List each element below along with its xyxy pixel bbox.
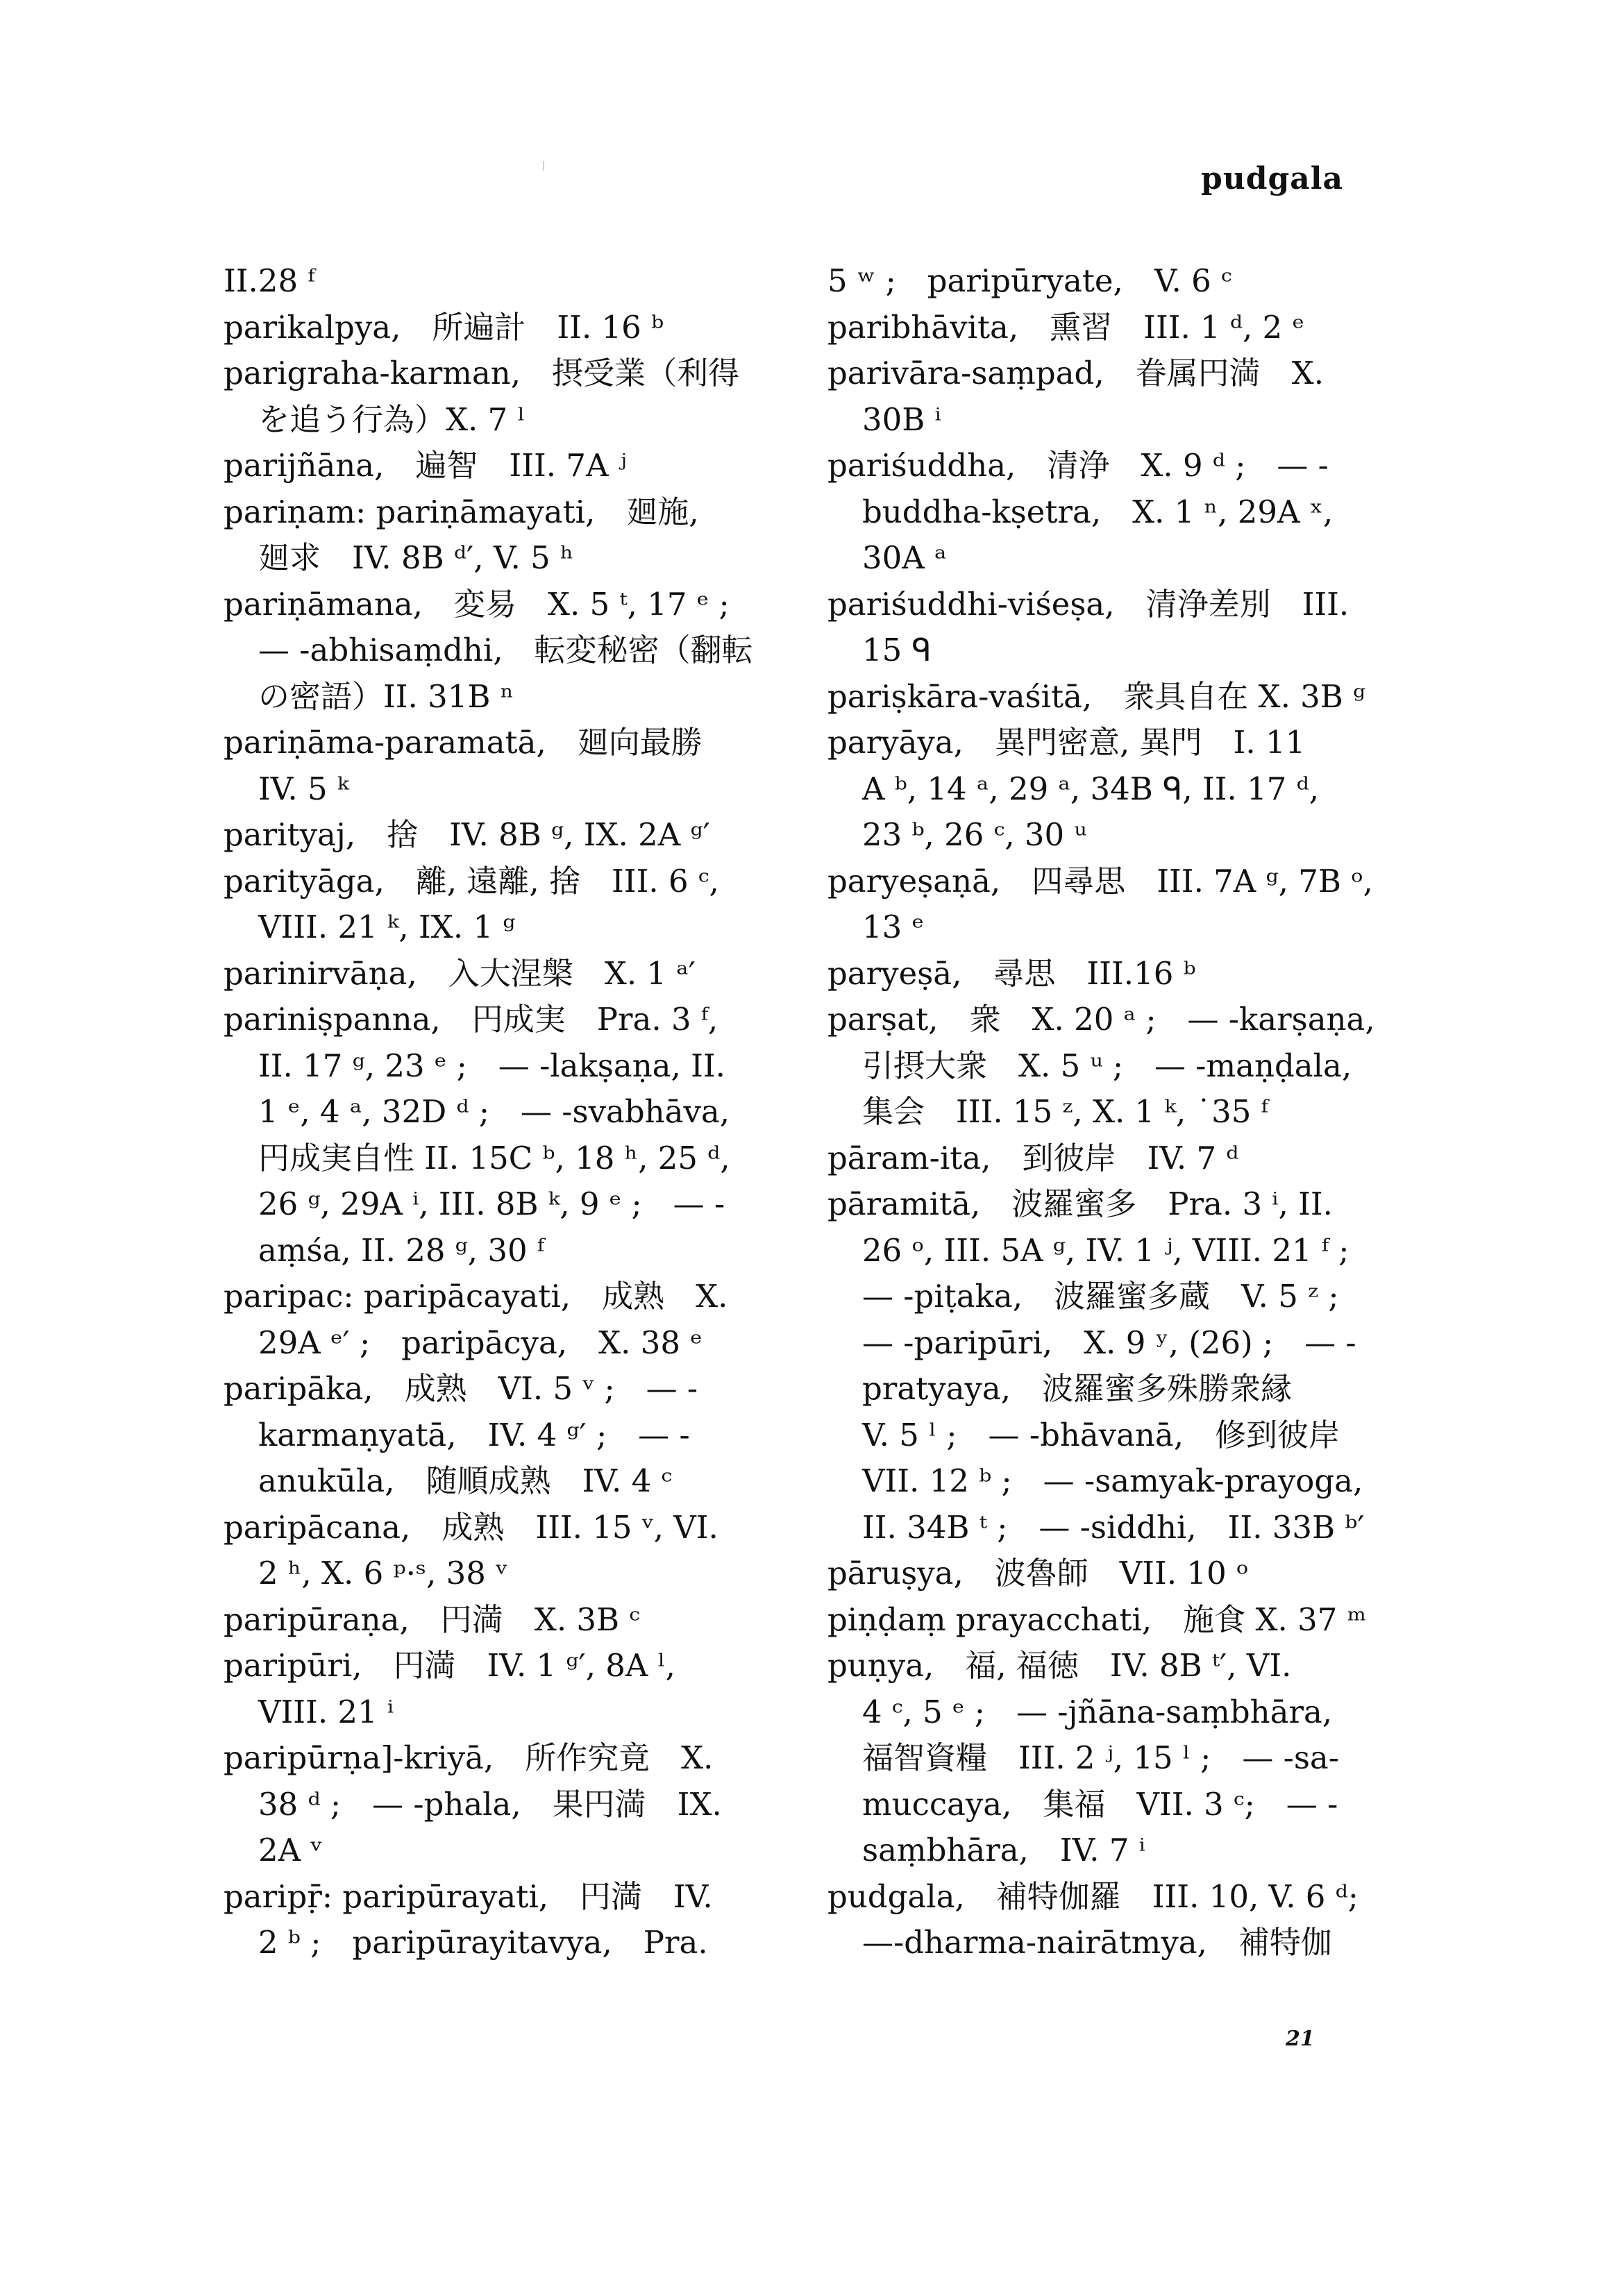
index-entry — [224, 443, 772, 489]
entry-line: を追う行為）X. 7 ˡ — [258, 400, 525, 438]
entry-line: parivāra-saṃpad, 眷属円満 X. — [827, 355, 1325, 391]
entry-line: anukūla, 随順成熟 IV. 4 ᶜ — [258, 1462, 673, 1499]
entry-line: paripūri, 円満 IV. 1 ᵍ′, 8A ˡ, — [224, 1647, 675, 1684]
index-entry — [224, 1366, 772, 1505]
entry-line: 13 ᵉ — [862, 909, 924, 945]
entry-line: pudgala, 補特伽羅 III. 10, V. 6 ᵈ; — [827, 1877, 1359, 1915]
entry-line: 15 ᑫ — [862, 632, 932, 668]
index-entry — [224, 1874, 772, 1966]
index-entry — [224, 305, 772, 351]
index-entry — [224, 859, 772, 951]
entry-line: — -paripūri, X. 9 ʸ, (26) ; — - — [862, 1324, 1356, 1361]
index-entry — [224, 951, 772, 997]
entry-line: VIII. 21 ⁱ — [258, 1693, 394, 1730]
index-entry — [827, 720, 1376, 859]
index-column-right — [827, 258, 1376, 1966]
index-entry — [224, 1597, 772, 1644]
entry-line: 2 ᵇ ; paripūrayitavya, Pra. — [258, 1924, 708, 1961]
index-entry — [827, 1181, 1376, 1551]
index-entry — [224, 258, 772, 305]
entry-line: 引摂大衆 X. 5 ᵘ ; — -maṇḍala, — [862, 1047, 1352, 1084]
entry-line: — -piṭaka, 波羅蜜多蔵 V. 5 ᶻ ; — [862, 1278, 1339, 1315]
entry-line: 集会 III. 15 ᶻ, X. 1 ᵏ, ˙35 ᶠ — [862, 1093, 1268, 1130]
entry-line: II. 34B ᵗ ; — -siddhi, II. 33B ᵇ′ — [862, 1508, 1365, 1546]
entry-line: 26 ᵍ, 29A ⁱ, III. 8B ᵏ, 9 ᵉ ; — - — [258, 1185, 725, 1222]
index-entry — [224, 1735, 772, 1874]
entry-line: 円成実自性 II. 15C ᵇ, 18 ʰ, 25 ᵈ, — [258, 1139, 730, 1176]
entry-line: pariṇam: pariṇāmayati, 廻施, — [224, 493, 699, 530]
entry-line: pratyaya, 波羅蜜多殊勝衆縁 — [862, 1370, 1293, 1407]
entry-line: karmaṇyatā, IV. 4 ᵍ′ ; — - — [258, 1416, 690, 1453]
index-entry — [827, 1643, 1376, 1874]
entry-line: parigraha-karman, 摂受業（利得 — [224, 355, 740, 391]
entry-line: paripācana, 成熟 III. 15 ᵛ, VI. — [224, 1508, 718, 1546]
index-entry — [827, 951, 1376, 997]
index-entry — [224, 351, 772, 443]
entry-line: VIII. 21 ᵏ, IX. 1 ᵍ — [258, 909, 516, 945]
entry-line: piṇḍaṃ prayacchati, 施食 X. 37 ᵐ — [827, 1601, 1367, 1638]
entry-line: buddha-kṣetra, X. 1 ⁿ, 29A ˣ, — [862, 493, 1334, 530]
running-head: pudgala — [1201, 161, 1344, 196]
entry-line: — -abhisaṃdhi, 転変秘密（翻転 — [258, 632, 753, 668]
entry-line: pāramitā, 波羅蜜多 Pra. 3 ⁱ, II. — [827, 1185, 1333, 1222]
entry-line: paripāka, 成熟 VI. 5 ᵛ ; — - — [224, 1370, 698, 1407]
entry-line: pāruṣya, 波魯師 VII. 10 ᵒ — [827, 1555, 1249, 1592]
index-entry — [827, 582, 1376, 674]
entry-line: 1 ᵉ, 4 ᵃ, 32D ᵈ ; — -svabhāva, — [258, 1093, 730, 1130]
entry-line: parityaj, 捨 IV. 8B ᵍ, IX. 2A ᵍ′ — [224, 816, 710, 853]
index-column-left — [224, 258, 772, 1966]
entry-line: paripṝ: paripūrayati, 円満 IV. — [224, 1877, 713, 1915]
index-entry — [224, 997, 772, 1274]
index-entry — [224, 489, 772, 582]
entry-line: pariṣkāra-vaśitā, 衆具自在 X. 3B ᵍ — [827, 677, 1366, 715]
entry-line: paribhāvita, 熏習 III. 1 ᵈ, 2 ᵉ — [827, 308, 1305, 346]
entry-line: IV. 5 ᵏ — [258, 770, 349, 807]
entry-line: parinirvāṇa, 入大涅槃 X. 1 ᵃ′ — [224, 954, 696, 992]
entry-line: paripūrṇa]-kriyā, 所作究竟 X. — [224, 1739, 714, 1776]
entry-line: puṇya, 福, 福徳 IV. 8B ᵗ′, VI. — [827, 1647, 1292, 1684]
entry-line: pariṇāmana, 変易 X. 5 ᵗ, 17 ᵉ ; — [224, 585, 730, 623]
index-entry — [827, 674, 1376, 720]
entry-line: II.28 ᶠ — [224, 262, 315, 299]
entry-line: paryeṣaṇā, 四尋思 III. 7A ᵍ, 7B ᵒ, — [827, 862, 1373, 900]
entry-line: A ᵇ, 14 ᵃ, 29 ᵃ, 34B ᑫ, II. 17 ᵈ, — [862, 770, 1320, 807]
entry-line: V. 5 ˡ ; — -bhāvanā, 修到彼岸 — [862, 1416, 1340, 1453]
entry-line: parityāga, 離, 遠離, 捨 III. 6 ᶜ, — [224, 862, 719, 900]
entry-line: 廻求 IV. 8B ᵈ′, V. 5 ʰ — [258, 539, 574, 576]
entry-line: saṃbhāra, IV. 7 ⁱ — [862, 1832, 1145, 1868]
index-entry — [827, 1551, 1376, 1597]
page-number: 21 — [1286, 2027, 1315, 2051]
entry-line: pariniṣpanna, 円成実 Pra. 3 ᶠ, — [224, 1001, 718, 1038]
entry-line: aṃśa, II. 28 ᵍ, 30 ᶠ — [258, 1231, 544, 1269]
entry-line: pariṇāma-paramatā, 廻向最勝 — [224, 724, 703, 761]
index-entry — [224, 582, 772, 720]
index-entry — [827, 859, 1376, 951]
entry-line: muccaya, 集福 VII. 3 ᶜ; — - — [862, 1785, 1338, 1823]
index-entry — [827, 443, 1376, 582]
entry-line: parṣat, 衆 X. 20 ᵃ ; — -karṣaṇa, — [827, 1001, 1375, 1038]
entry-line: 30B ⁱ — [862, 400, 941, 438]
index-entry — [224, 812, 772, 859]
entry-line: parijñāna, 遍智 III. 7A ʲ — [224, 447, 627, 484]
entry-line: 29A ᵉ′ ; paripācya, X. 38 ᵉ — [258, 1324, 703, 1361]
entry-line: paripac: paripācayati, 成熟 X. — [224, 1278, 728, 1315]
index-entry — [224, 1505, 772, 1597]
entry-line: parikalpya, 所遍計 II. 16 ᵇ — [224, 308, 664, 346]
entry-line: pāram-ita, 到彼岸 IV. 7 ᵈ — [827, 1139, 1239, 1176]
index-entry — [827, 1874, 1376, 1966]
entry-line: paryāya, 異門密意, 異門 I. 11 — [827, 724, 1306, 761]
entry-line: の密語）II. 31B ⁿ — [258, 677, 514, 715]
entry-line: 5 ʷ ; paripūryate, V. 6 ᶜ — [827, 262, 1232, 299]
entry-line: pariśuddha, 清浄 X. 9 ᵈ ; — - — [827, 447, 1329, 484]
index-entry — [827, 1597, 1376, 1644]
index-entry — [827, 997, 1376, 1136]
scan-mark — [543, 161, 544, 171]
entry-line: —-dharma-nairātmya, 補特伽 — [862, 1924, 1332, 1961]
entry-line: paripūraṇa, 円満 X. 3B ᶜ — [224, 1601, 641, 1638]
index-entry — [827, 305, 1376, 351]
entry-line: pariśuddhi-viśeṣa, 清浄差別 III. — [827, 585, 1349, 623]
entry-line: 38 ᵈ ; — -phala, 果円満 IX. — [258, 1785, 722, 1823]
index-entry — [224, 1643, 772, 1735]
entry-line: II. 17 ᵍ, 23 ᵉ ; — -lakṣaṇa, II. — [258, 1047, 725, 1084]
entry-line: VII. 12 ᵇ ; — -samyak-prayoga, — [862, 1462, 1363, 1499]
entry-line: 30A ᵃ — [862, 539, 947, 576]
entry-line: 4 ᶜ, 5 ᵉ ; — -jñāna-saṃbhāra, — [862, 1693, 1333, 1730]
entry-line: 2 ʰ, X. 6 ᵖ·ˢ, 38 ᵛ — [258, 1555, 507, 1592]
entry-line: 2A ᵛ — [258, 1832, 323, 1868]
index-entry — [827, 1136, 1376, 1182]
entry-line: paryeṣā, 尋思 III.16 ᵇ — [827, 954, 1196, 992]
index-entry — [224, 1274, 772, 1366]
entry-line: 福智資糧 III. 2 ʲ, 15 ˡ ; — -sa- — [862, 1739, 1339, 1776]
index-entry — [224, 720, 772, 812]
index-entry — [827, 351, 1376, 443]
index-entry — [827, 258, 1376, 305]
entry-line: 26 ᵒ, III. 5A ᵍ, IV. 1 ʲ, VIII. 21 ᶠ ; — [862, 1231, 1349, 1269]
entry-line: 23 ᵇ, 26 ᶜ, 30 ᵘ — [862, 816, 1087, 853]
